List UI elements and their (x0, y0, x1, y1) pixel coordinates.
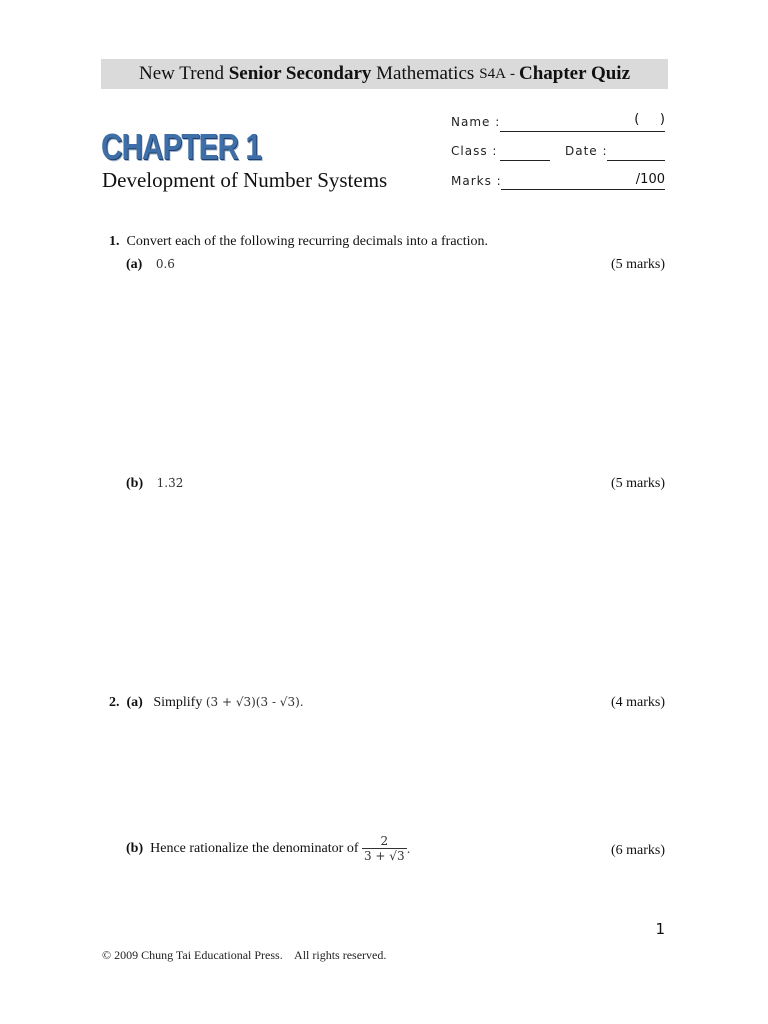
part-label: (a) (126, 257, 143, 272)
part-trail: . (299, 695, 304, 709)
quiz-label: Chapter Quiz (518, 63, 630, 84)
part-text: Simplify (153, 695, 203, 710)
part-label: (b) (126, 476, 144, 491)
fraction (362, 834, 407, 863)
question-number: 2. (109, 695, 120, 710)
part-label: (a) (126, 695, 143, 710)
part-expression: (3 + √3)(3 - √3) (205, 695, 300, 709)
marks-2b: (6 marks) (610, 843, 665, 858)
marks-1a: (5 marks) (610, 257, 665, 272)
chapter-word: CHAPTER 1 (101, 126, 261, 167)
question-1 (109, 234, 488, 250)
part-expression: 0.6̇ (155, 257, 175, 271)
part-label: (b) (126, 840, 144, 856)
level: S4A (479, 65, 506, 82)
part-expression: 1.3̇2̇ (156, 476, 184, 490)
class-field[interactable] (500, 146, 550, 161)
date-field[interactable] (607, 146, 665, 161)
page-number: 1 (655, 920, 665, 938)
marks-total: /100 (635, 172, 665, 187)
question-2a (109, 695, 304, 711)
date-label: Date : (565, 144, 608, 158)
brand-bold: Senior Secondary (228, 63, 372, 84)
question-number: 1. (109, 234, 120, 249)
question-1a (126, 257, 175, 273)
copyright-footer: © 2009 Chung Tai Educational Press. All rights reserved. (102, 948, 387, 962)
question-prompt: Convert each of the following recurring decimals into a fraction. (126, 234, 489, 249)
question-2b (126, 834, 410, 863)
part-text: Hence rationalize the denominator of (150, 840, 359, 856)
brand-name: New Trend (138, 63, 224, 84)
marks-label: Marks : (451, 174, 502, 188)
part-trail: . (406, 841, 411, 856)
fraction-denominator: 3 + √3 (363, 849, 405, 863)
name-label: Name : (451, 115, 501, 129)
marks-2a: (4 marks) (610, 695, 665, 710)
question-1b (126, 476, 183, 492)
header-banner (101, 59, 668, 89)
class-label: Class : (451, 144, 498, 158)
subject: Mathematics (376, 63, 475, 84)
marks-1b: (5 marks) (610, 476, 665, 491)
chapter-title: Development of Number Systems (102, 168, 388, 192)
separator: - (509, 65, 515, 82)
class-number-paren: ( ) (634, 112, 665, 127)
fraction-numerator: 2 (362, 834, 407, 849)
